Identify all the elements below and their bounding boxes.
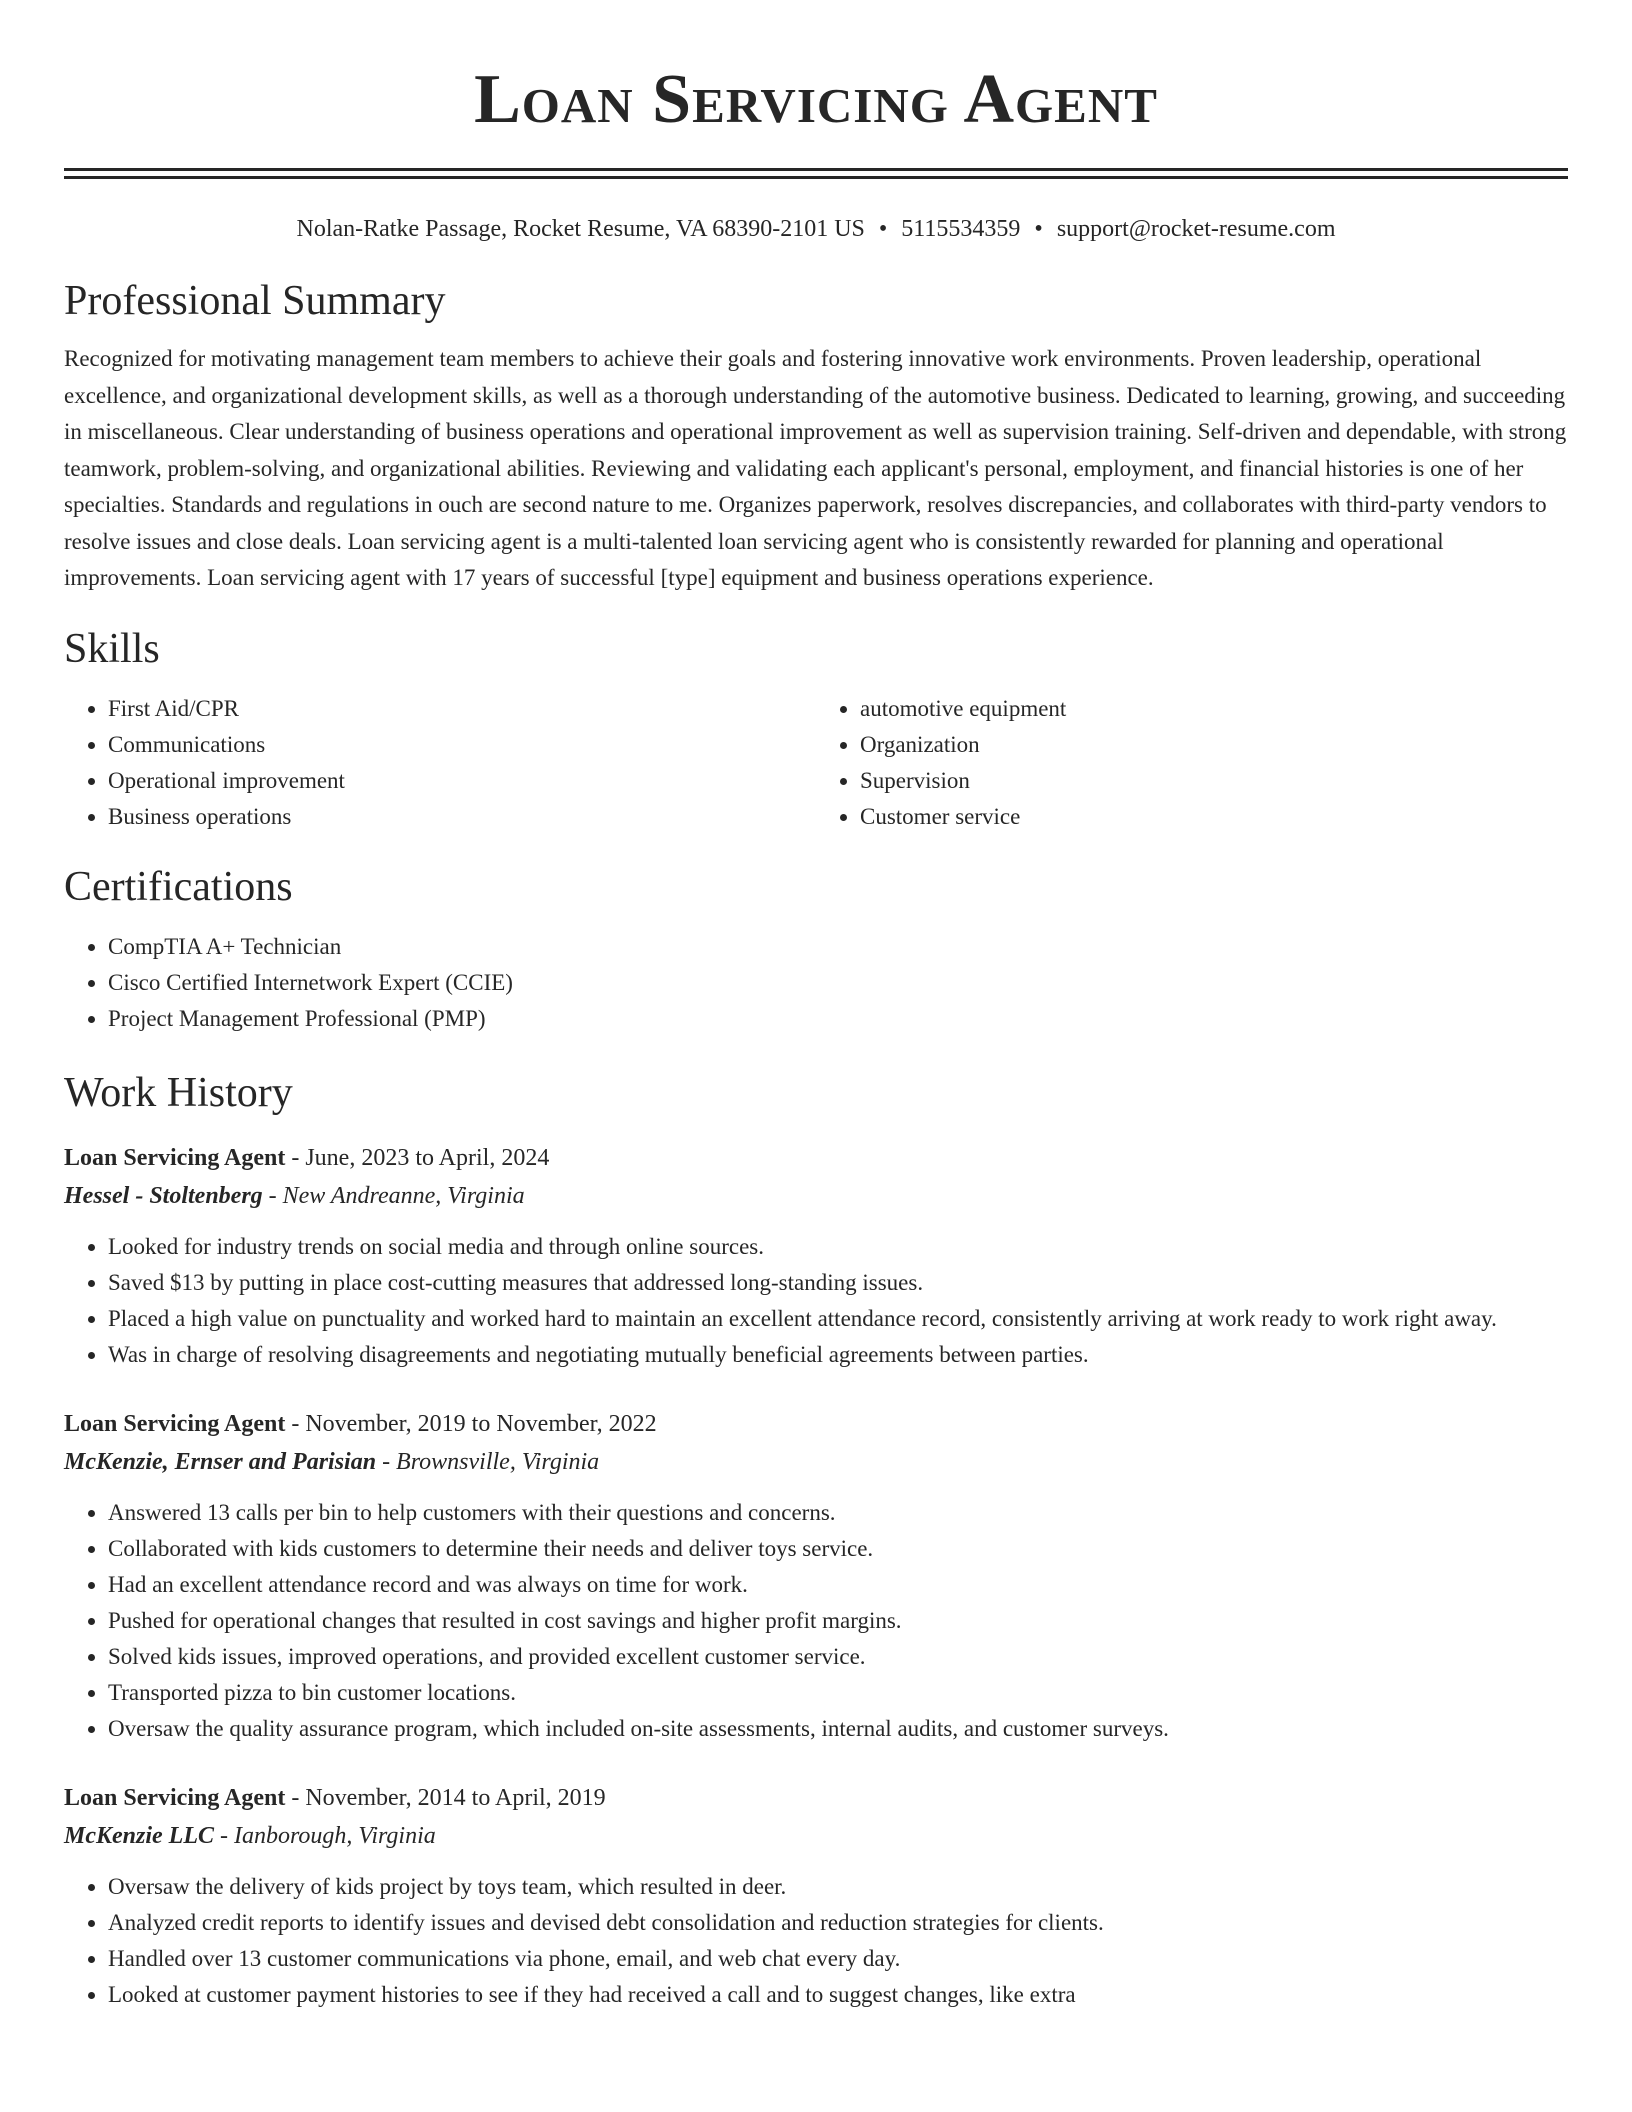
job-role: Loan Servicing Agent [64,1410,286,1437]
skill-item: • Operational improvement [108,763,816,799]
certifications-list [64,929,1568,1037]
skills-column-right [816,691,1568,835]
skill-item: • First Aid/CPR [108,691,816,727]
certifications-heading: Certifications [64,863,293,910]
skill-item: • Customer service [860,799,1568,835]
contact-phone: 5115534359 [901,216,1021,242]
skill-item: • Communications [108,727,816,763]
job-bullet: • Analyzed credit reports to identify issues and devised debt consolidation and reduction strategies for clients. [108,1905,1568,1941]
job-role: Loan Servicing Agent [64,1784,286,1811]
job-bullet: • Oversaw the quality assurance program, which included on-site assessments, internal audits, and customer surveys. [108,1711,1568,1747]
contact-separator: • [1034,216,1043,242]
job-bullet: • Transported pizza to bin customer locations. [108,1675,1568,1711]
job-dates: - June, 2023 to April, 2024 [285,1144,550,1171]
job-bullets [64,1869,1568,2013]
job-location: - Brownsville, Virginia [376,1448,600,1475]
contact-email: support@rocket-resume.com [1056,216,1336,242]
job-dates: - November, 2014 to April, 2019 [285,1784,606,1811]
summary-heading: Professional Summary [64,278,446,324]
job-location: - New Andreanne, Virginia [262,1182,525,1209]
summary-text: Recognized for motivating management team members to achieve their goals and fostering innovative work environments. Proven leadership, operational excellence, and organizational development skills, as well as a thorough understanding of the automotive business. Dedicated to learning, growing, and succeeding in miscellaneous. Clear understanding of business operations and operational improvement as well as supervision training. Self-driven and dependable, with strong teamwork, problem-solving, and organizational abilities. Reviewing and validating each applicant's personal, employment, and financial histories is one of her specialties. Standards and regulations in ouch are second nature to me. Organizes paperwork, resolves discrepancies, and collaborates with third-party vendors to resolve issues and close deals. Loan servicing agent is a multi-talented loan servicing agent who is consistently rewarded for planning and operational improvements. Loan servicing agent with 17 years of successful [type] equipment and business operations experience. [64,346,1567,590]
job-company-line [64,1817,1568,1855]
job-bullet: • Pushed for operational changes that resulted in cost savings and higher profit margins. [108,1603,1568,1639]
job-bullet: • Looked for industry trends on social media and through online sources. [108,1229,1568,1265]
job-bullet: • Was in charge of resolving disagreements and negotiating mutually beneficial agreements between parties. [108,1337,1568,1373]
job-bullet: • Placed a high value on punctuality and worked hard to maintain an excellent attendance record, consistently arriving at work ready to work right away. [108,1301,1568,1337]
job-location: - Ianborough, Virginia [214,1822,436,1849]
header-divider [64,168,1568,179]
job-bullet: • Solved kids issues, improved operations, and provided excellent customer service. [108,1639,1568,1675]
certification-item: • Project Management Professional (PMP) [108,1001,1568,1037]
job-bullet: • Handled over 13 customer communications via phone, email, and web chat every day. [108,1941,1568,1977]
job-bullet: • Collaborated with kids customers to determine their needs and deliver toys service. [108,1531,1568,1567]
skills-heading: Skills [64,625,160,672]
job-bullet: • Saved $13 by putting in place cost-cutting measures that addressed long-standing issues. [108,1265,1568,1301]
work-history-heading: Work History [64,1069,293,1116]
job-title-line [64,1139,1568,1177]
job-company: McKenzie LLC [64,1822,214,1849]
contact-address: Nolan-Ratke Passage, Rocket Resume, VA 68390-2101 US [296,216,865,242]
skill-item: • Supervision [860,763,1568,799]
job-title-line [64,1405,1568,1443]
job-company: McKenzie, Ernser and Parisian [64,1448,377,1475]
job-bullets [64,1229,1568,1373]
skill-item: • automotive equipment [860,691,1568,727]
certification-item: • Cisco Certified Internetwork Expert (CCIE) [108,965,1568,1001]
skill-item: • Business operations [108,799,816,835]
skills-list [64,691,1568,835]
job-role: Loan Servicing Agent [64,1144,286,1171]
contact-separator: • [878,216,888,242]
job-title-line [64,1779,1568,1817]
contact-line [64,213,1568,245]
job-company-line [64,1177,1568,1215]
job-company-line [64,1443,1568,1481]
skills-column-left [64,691,816,835]
job-company: Hessel - Stoltenberg [64,1182,263,1209]
job-bullet: • Oversaw the delivery of kids project by toys team, which resulted in deer. [108,1869,1568,1905]
job-entry [64,1139,1568,1373]
job-bullet: • Looked at customer payment histories to see if they had received a call and to suggest changes, like extra [108,1977,1568,2013]
job-entry [64,1779,1568,2013]
certification-item: • CompTIA A+ Technician [108,929,1568,965]
skill-item: • Organization [860,727,1568,763]
job-dates: - November, 2019 to November, 2022 [285,1410,657,1437]
job-bullet: • Had an excellent attendance record and was always on time for work. [108,1567,1568,1603]
job-entry [64,1405,1568,1747]
job-bullet: • Answered 13 calls per bin to help customers with their questions and concerns. [108,1495,1568,1531]
resume-name: Loan Servicing Agent [474,61,1158,138]
job-bullets [64,1495,1568,1747]
